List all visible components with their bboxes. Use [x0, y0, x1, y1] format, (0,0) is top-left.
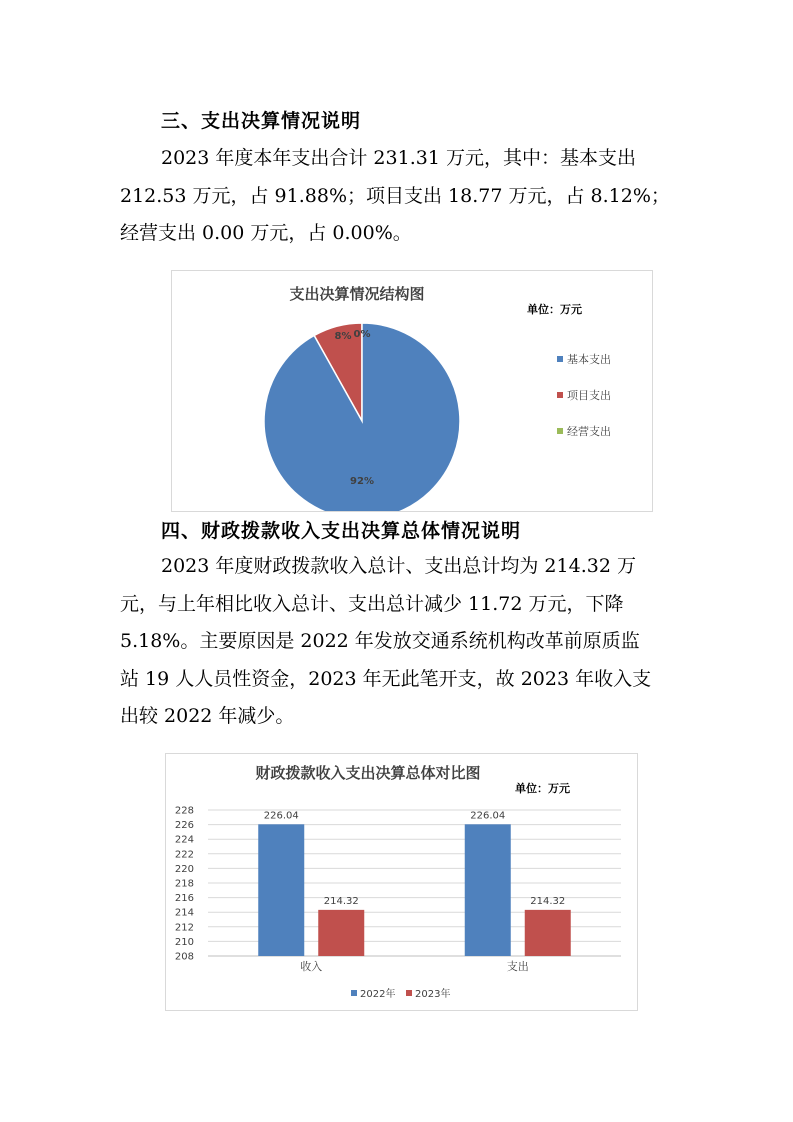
bar-chart-title: 财政拨款收入支出决算总体对比图	[255, 764, 481, 782]
bar-x-tick-label: 收入	[300, 960, 323, 973]
bar-x-tick-label: 支出	[506, 960, 529, 973]
pie-legend-label: 经营支出	[567, 425, 611, 438]
section4-heading: 四、财政拨款收入支出决算总体情况说明	[161, 520, 522, 542]
bar-y-tick-label: 218	[174, 878, 194, 890]
bar-data-label: 226.04	[470, 810, 506, 822]
pie-legend-swatch	[557, 392, 563, 398]
pie-legend-label: 项目支出	[567, 389, 611, 402]
pie-legend-swatch	[557, 428, 563, 434]
pie-data-label: 8%	[334, 331, 352, 342]
section4-paragraph	[120, 548, 680, 736]
bar-data-label: 214.32	[530, 895, 566, 907]
bar-y-tick-label: 220	[174, 863, 194, 875]
pie-legend-label: 基本支出	[567, 353, 611, 366]
section3-line-1: 2023 年度本年支出合计 231.31 万元，其中：基本支出	[161, 147, 636, 169]
pie-chart-unit: 单位：万元	[527, 303, 582, 316]
pie-data-label: 0%	[353, 329, 371, 340]
section4-line-2: 元，与上年相比收入总计、支出总计减少 11.72 万元，下降	[120, 592, 624, 615]
bar-y-tick-label: 210	[174, 936, 194, 948]
section3-paragraph	[120, 140, 680, 253]
section4-line-3: 5.18%。主要原因是 2022 年发放交通系统机构改革前原质监	[120, 630, 640, 652]
bar-data-label: 226.04	[263, 810, 299, 822]
section4-line-4: 站 19 人人员性资金，2023 年无此笔开支，故 2023 年收入支	[120, 667, 652, 690]
bar-legend-label: 2023年	[415, 989, 451, 1000]
bar-legend-swatch	[406, 990, 412, 996]
bar-2022年-支出	[465, 824, 511, 956]
bar-y-tick-label: 222	[174, 849, 194, 861]
bar-y-tick-label: 212	[174, 922, 194, 934]
bar-y-tick-label: 214	[174, 907, 194, 919]
bar-chart	[166, 754, 637, 1010]
bar-legend-swatch	[351, 990, 357, 996]
pie-data-label: 92%	[350, 476, 374, 487]
bar-2022年-收入	[258, 824, 304, 956]
section3-line-2: 212.53 万元，占 91.88%；项目支出 18.77 万元，占 8.12%；	[120, 184, 670, 207]
bar-2023年-支出	[525, 910, 571, 956]
bar-legend-label: 2022年	[360, 989, 396, 1000]
pie-chart-title: 支出决算情况结构图	[289, 285, 425, 303]
section4-line-5: 出较 2022 年减少。	[120, 705, 295, 727]
section3-line-3: 经营支出 0.00 万元，占 0.00%。	[120, 222, 412, 244]
bar-data-label: 214.32	[323, 895, 359, 907]
section4-line-1: 2023 年度财政拨款收入总计、支出总计均为 214.32 万	[161, 555, 636, 577]
bar-y-tick-label: 226	[174, 820, 194, 832]
pie-chart	[172, 271, 652, 511]
bar-y-tick-label: 224	[174, 834, 194, 846]
section3-heading: 三、支出决算情况说明	[161, 110, 362, 132]
pie-chart-box	[171, 270, 653, 512]
bar-y-tick-label: 216	[174, 893, 194, 905]
bar-y-tick-label: 228	[174, 805, 194, 817]
bar-chart-unit: 单位：万元	[515, 782, 570, 795]
bar-y-tick-label: 208	[174, 951, 194, 963]
bar-chart-box	[165, 753, 638, 1011]
bar-2023年-收入	[318, 910, 364, 956]
pie-legend-swatch	[557, 356, 563, 362]
